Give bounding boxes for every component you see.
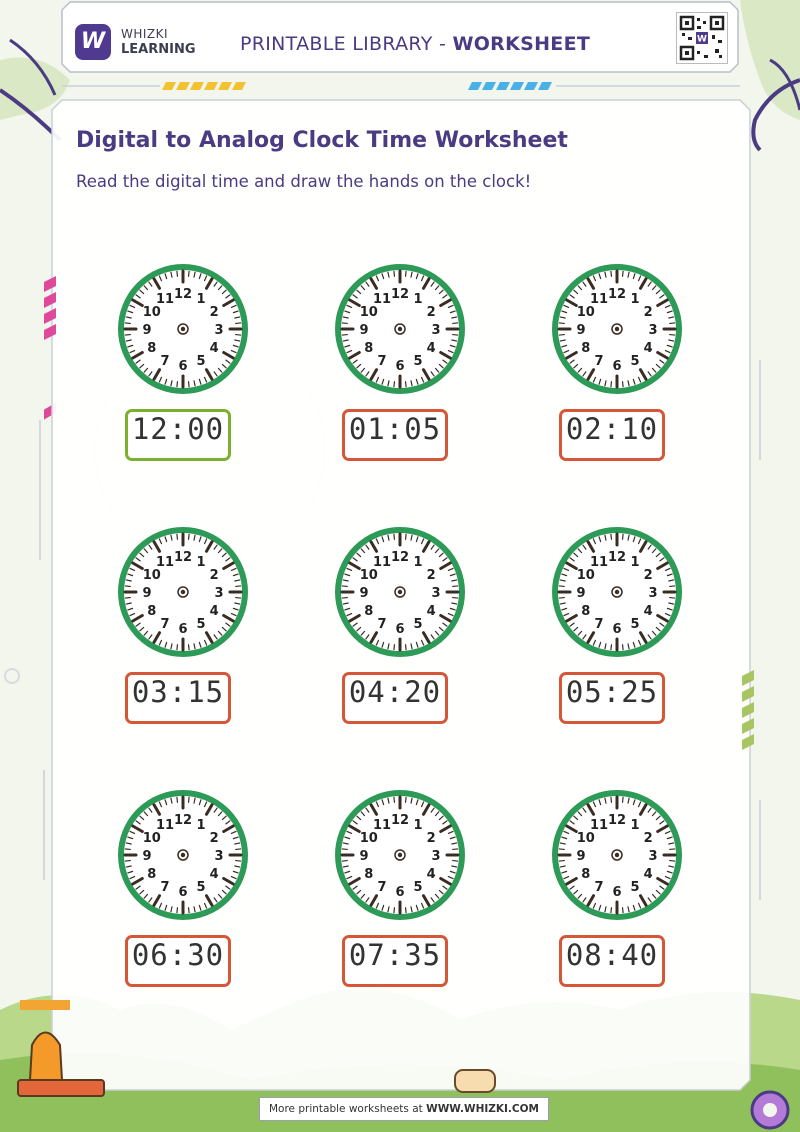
minute-tick — [623, 908, 624, 913]
minute-tick — [559, 861, 564, 862]
minute-tick — [611, 534, 612, 539]
clock-number: 8 — [581, 341, 591, 356]
clock-number: 12 — [173, 813, 193, 828]
clock-number: 11 — [155, 554, 175, 570]
clock-number: 4 — [643, 341, 653, 356]
clock-number: 5 — [630, 880, 640, 896]
minute-tick — [453, 849, 458, 850]
clock-item-1 — [103, 262, 263, 472]
minute-tick — [394, 271, 395, 276]
minute-tick — [342, 598, 347, 599]
minute-tick — [623, 271, 624, 276]
clock-number: 9 — [576, 323, 586, 338]
minute-tick — [453, 861, 458, 862]
minute-tick — [125, 335, 130, 336]
minute-tick — [670, 598, 675, 599]
clock-number: 3 — [214, 849, 224, 864]
clock-item-4 — [103, 525, 263, 735]
minute-tick — [670, 335, 675, 336]
clock-number: 3 — [214, 586, 224, 601]
clock-number: 1 — [413, 554, 423, 570]
center-dot — [615, 853, 619, 857]
digital-time-display: 02:10 — [559, 409, 665, 461]
minute-tick — [236, 861, 241, 862]
clock-item-5 — [320, 525, 480, 735]
analog-clock-face[interactable] — [550, 788, 684, 922]
clock-number: 5 — [413, 617, 423, 633]
clock-number: 8 — [364, 604, 374, 619]
clock-number: 12 — [390, 550, 410, 565]
clock-number: 6 — [178, 359, 188, 374]
minute-tick — [453, 323, 458, 324]
brand-name-line2: LEARNING — [121, 42, 196, 57]
clock-number: 5 — [196, 880, 206, 896]
clock-number: 2 — [426, 305, 436, 320]
minute-tick — [236, 335, 241, 336]
clock-number: 3 — [648, 849, 658, 864]
digital-time-display: 05:25 — [559, 672, 665, 724]
clock-item-3 — [537, 262, 697, 472]
clock-number: 10 — [576, 568, 595, 583]
clock-number: 12 — [173, 287, 193, 302]
minute-tick — [236, 586, 241, 587]
minute-tick — [394, 534, 395, 539]
clock-number: 10 — [576, 305, 595, 320]
svg-text:W: W — [697, 34, 707, 45]
minute-tick — [177, 645, 178, 650]
digital-time-display: 04:20 — [342, 672, 448, 724]
minute-tick — [670, 849, 675, 850]
clock-number: 9 — [576, 849, 586, 864]
clock-number: 4 — [209, 604, 219, 619]
clock-number: 7 — [160, 880, 170, 896]
minute-tick — [406, 382, 407, 387]
clock-number: 11 — [155, 291, 175, 307]
digital-time-display: 07:35 — [342, 935, 448, 987]
clock-number: 6 — [612, 885, 622, 900]
minute-tick — [125, 598, 130, 599]
clock-number: 11 — [372, 554, 392, 570]
minute-tick — [236, 598, 241, 599]
clock-number: 7 — [377, 354, 387, 370]
minute-tick — [406, 534, 407, 539]
center-dot — [398, 853, 402, 857]
clock-number: 11 — [372, 817, 392, 833]
clock-item-2 — [320, 262, 480, 472]
minute-tick — [342, 323, 347, 324]
clock-number: 1 — [413, 291, 423, 307]
minute-tick — [236, 323, 241, 324]
digital-time-display: 01:05 — [342, 409, 448, 461]
clock-number: 12 — [390, 813, 410, 828]
footer-banner — [259, 1097, 549, 1121]
clock-number: 6 — [178, 622, 188, 637]
clock-number: 1 — [196, 554, 206, 570]
minute-tick — [189, 534, 190, 539]
minute-tick — [559, 323, 564, 324]
minute-tick — [342, 849, 347, 850]
clock-number: 9 — [576, 586, 586, 601]
library-label-strong: WORKSHEET — [452, 33, 591, 55]
clock-number: 10 — [359, 831, 378, 846]
worksheet-title: Digital to Analog Clock Time Worksheet — [76, 128, 568, 153]
clock-number: 10 — [576, 831, 595, 846]
analog-clock-face[interactable] — [116, 525, 250, 659]
clock-item-6 — [537, 525, 697, 735]
clock-number: 7 — [594, 354, 604, 370]
digital-time-display: 12:00 — [125, 409, 231, 461]
minute-tick — [623, 382, 624, 387]
clock-number: 2 — [643, 305, 653, 320]
clock-number: 8 — [147, 604, 157, 619]
brand-name-line1: WHIZKI — [121, 27, 169, 41]
clock-number: 7 — [377, 617, 387, 633]
minute-tick — [670, 861, 675, 862]
minute-tick — [394, 382, 395, 387]
clock-number: 7 — [594, 617, 604, 633]
clock-number: 8 — [581, 604, 591, 619]
clock-number: 5 — [413, 880, 423, 896]
clock-number: 1 — [196, 817, 206, 833]
clock-number: 8 — [364, 867, 374, 882]
clock-number: 4 — [643, 867, 653, 882]
analog-clock-face[interactable] — [333, 788, 467, 922]
clock-number: 3 — [431, 323, 441, 338]
clock-number: 4 — [643, 604, 653, 619]
library-label — [240, 33, 590, 55]
clock-number: 7 — [160, 617, 170, 633]
minute-tick — [125, 849, 130, 850]
digital-time-display: 03:15 — [125, 672, 231, 724]
minute-tick — [342, 861, 347, 862]
clock-number: 10 — [359, 568, 378, 583]
center-dot — [181, 327, 185, 331]
clock-number: 12 — [607, 550, 627, 565]
clock-number: 5 — [196, 617, 206, 633]
clock-number: 2 — [209, 568, 219, 583]
center-dot — [181, 853, 185, 857]
clock-number: 2 — [426, 831, 436, 846]
clock-number: 5 — [630, 617, 640, 633]
minute-tick — [189, 797, 190, 802]
clock-number: 7 — [594, 880, 604, 896]
minute-tick — [453, 335, 458, 336]
minute-tick — [177, 797, 178, 802]
clock-number: 11 — [155, 817, 175, 833]
clock-number: 1 — [630, 291, 640, 307]
clock-item-8 — [320, 788, 480, 998]
analog-clock-face[interactable] — [550, 525, 684, 659]
clock-number: 4 — [209, 867, 219, 882]
minute-tick — [125, 323, 130, 324]
clock-number: 12 — [607, 813, 627, 828]
clock-number: 8 — [147, 867, 157, 882]
clock-number: 9 — [359, 849, 369, 864]
minute-tick — [559, 586, 564, 587]
digital-time-display: 06:30 — [125, 935, 231, 987]
clock-number: 5 — [196, 354, 206, 370]
clock-number: 3 — [431, 586, 441, 601]
clock-number: 9 — [142, 323, 152, 338]
clock-number: 2 — [209, 831, 219, 846]
minute-tick — [189, 908, 190, 913]
minute-tick — [611, 645, 612, 650]
clock-number: 6 — [395, 359, 405, 374]
minute-tick — [406, 908, 407, 913]
minute-tick — [611, 908, 612, 913]
center-dot — [398, 327, 402, 331]
clock-number: 6 — [612, 359, 622, 374]
clock-number: 10 — [359, 305, 378, 320]
minute-tick — [177, 908, 178, 913]
clock-number: 4 — [209, 341, 219, 356]
clock-number: 9 — [359, 586, 369, 601]
clock-number: 12 — [390, 287, 410, 302]
minute-tick — [559, 598, 564, 599]
clock-number: 9 — [142, 586, 152, 601]
minute-tick — [342, 335, 347, 336]
minute-tick — [394, 645, 395, 650]
clock-number: 4 — [426, 867, 436, 882]
center-dot — [398, 590, 402, 594]
minute-tick — [611, 271, 612, 276]
clock-number: 1 — [630, 817, 640, 833]
minute-tick — [670, 586, 675, 587]
clock-number: 6 — [178, 885, 188, 900]
clock-number: 3 — [648, 586, 658, 601]
footer-link[interactable]: WWW.WHIZKI.COM — [426, 1103, 539, 1115]
clock-number: 2 — [426, 568, 436, 583]
clock-number: 1 — [196, 291, 206, 307]
analog-clock-face[interactable] — [550, 262, 684, 396]
minute-tick — [394, 797, 395, 802]
minute-tick — [189, 645, 190, 650]
clock-number: 6 — [612, 622, 622, 637]
clock-number: 11 — [372, 291, 392, 307]
minute-tick — [559, 335, 564, 336]
clock-number: 9 — [142, 849, 152, 864]
minute-tick — [611, 797, 612, 802]
clock-number: 11 — [589, 817, 609, 833]
clock-number: 11 — [589, 554, 609, 570]
clock-number: 10 — [142, 568, 161, 583]
clock-number: 5 — [413, 354, 423, 370]
minute-tick — [394, 908, 395, 913]
clock-item-7 — [103, 788, 263, 998]
minute-tick — [342, 586, 347, 587]
clock-number: 3 — [214, 323, 224, 338]
clock-number: 11 — [589, 291, 609, 307]
minute-tick — [623, 645, 624, 650]
clock-number: 8 — [364, 341, 374, 356]
w-logo-icon[interactable]: W — [75, 24, 111, 60]
minute-tick — [670, 323, 675, 324]
digital-time-display: 08:40 — [559, 935, 665, 987]
clock-number: 2 — [643, 831, 653, 846]
clock-number: 7 — [160, 354, 170, 370]
center-dot — [615, 590, 619, 594]
minute-tick — [453, 586, 458, 587]
minute-tick — [189, 382, 190, 387]
clock-number: 2 — [643, 568, 653, 583]
analog-clock-face[interactable] — [116, 262, 250, 396]
minute-tick — [559, 849, 564, 850]
minute-tick — [177, 271, 178, 276]
minute-tick — [453, 598, 458, 599]
worksheet-instructions: Read the digital time and draw the hands on the clock! — [76, 172, 532, 191]
minute-tick — [125, 586, 130, 587]
minute-tick — [236, 849, 241, 850]
center-dot — [615, 327, 619, 331]
clock-number: 4 — [426, 341, 436, 356]
clock-number: 9 — [359, 323, 369, 338]
clock-number: 3 — [431, 849, 441, 864]
minute-tick — [623, 534, 624, 539]
minute-tick — [177, 534, 178, 539]
minute-tick — [406, 797, 407, 802]
clock-number: 8 — [147, 341, 157, 356]
analog-clock-face[interactable] — [116, 788, 250, 922]
clock-item-9 — [537, 788, 697, 998]
clock-number: 1 — [630, 554, 640, 570]
clock-number: 10 — [142, 305, 161, 320]
clock-number: 7 — [377, 880, 387, 896]
minute-tick — [189, 271, 190, 276]
clock-number: 12 — [173, 550, 193, 565]
clock-number: 5 — [630, 354, 640, 370]
clock-number: 6 — [395, 885, 405, 900]
analog-clock-face[interactable] — [333, 262, 467, 396]
clock-number: 6 — [395, 622, 405, 637]
qr-code-icon[interactable] — [676, 12, 728, 64]
minute-tick — [611, 382, 612, 387]
analog-clock-face[interactable] — [333, 525, 467, 659]
minute-tick — [406, 645, 407, 650]
footer-prefix: More printable worksheets at — [268, 1103, 427, 1115]
minute-tick — [177, 382, 178, 387]
library-label-prefix: PRINTABLE LIBRARY - — [240, 33, 453, 55]
clock-number: 2 — [209, 305, 219, 320]
clock-number: 4 — [426, 604, 436, 619]
clock-number: 12 — [607, 287, 627, 302]
clock-number: 3 — [648, 323, 658, 338]
minute-tick — [125, 861, 130, 862]
clock-number: 10 — [142, 831, 161, 846]
clock-number: 1 — [413, 817, 423, 833]
header-panel — [62, 2, 738, 70]
clock-number: 8 — [581, 867, 591, 882]
minute-tick — [406, 271, 407, 276]
minute-tick — [623, 797, 624, 802]
center-dot — [181, 590, 185, 594]
